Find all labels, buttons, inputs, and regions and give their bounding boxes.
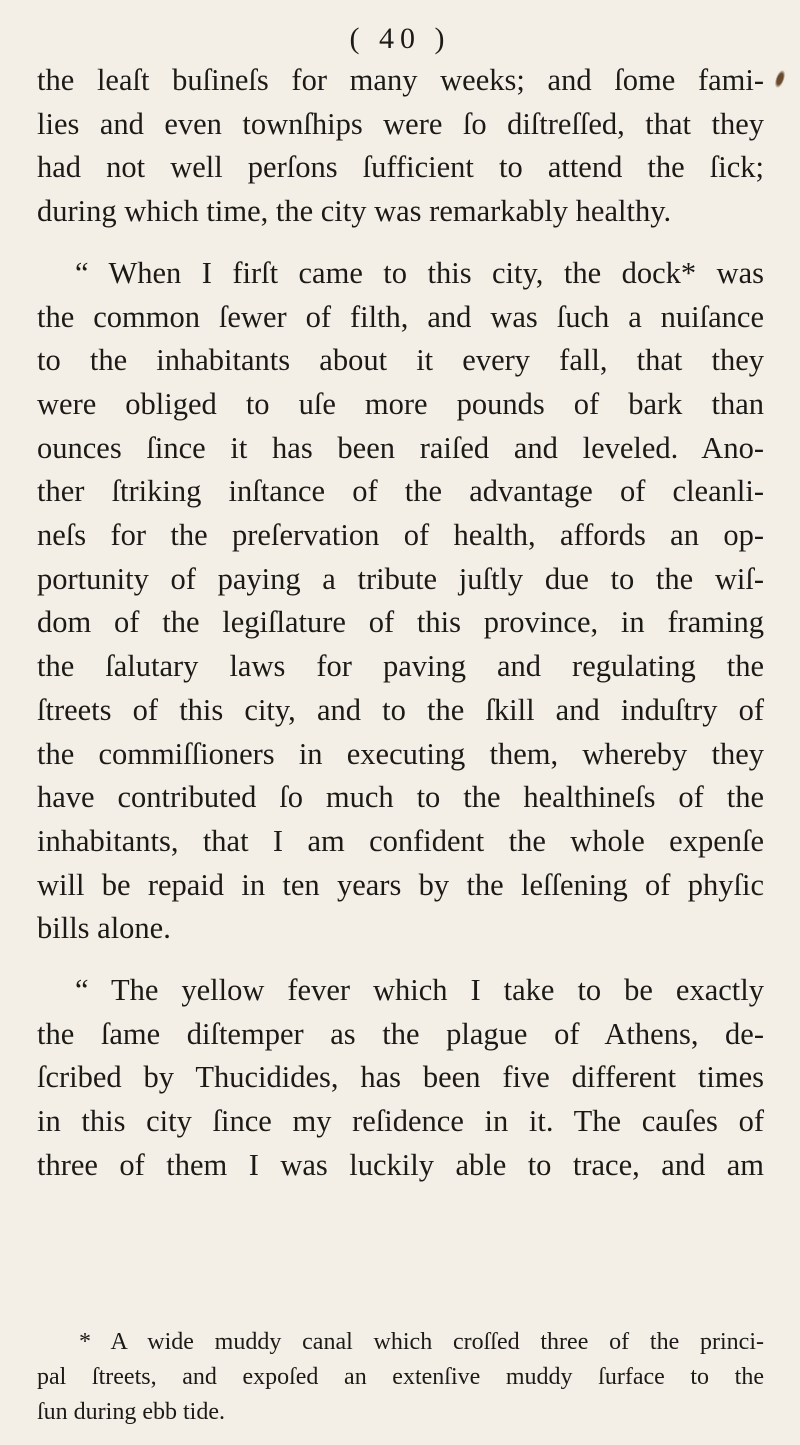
text-line: the ſame diſtemper as the plague of Athens, de-	[37, 1016, 764, 1051]
paragraph	[37, 59, 764, 234]
footnote-line: ſun during ebb tide.	[37, 1399, 225, 1425]
text-line: ſcribed by Thucidides, has been five different times	[37, 1060, 764, 1095]
text-line: had not well perſons ſufficient to attend the ſick;	[37, 150, 764, 185]
text-line: dom of the legiſlature of this province, in framing	[37, 605, 764, 640]
body-text	[37, 59, 764, 1188]
text-line: the common ſewer of filth, and was ſuch a nuiſance	[37, 299, 764, 334]
text-line: the ſalutary laws for paving and regulating the	[37, 649, 764, 684]
text-line: “ The yellow fever which I take to be exactly	[75, 973, 764, 1008]
text-line: lies and even townſhips were ſo diſtreſſed, that they	[37, 106, 764, 141]
text-line: will be repaid in ten years by the leſſening of phyſic	[37, 867, 764, 902]
text-line: the commiſſioners in executing them, whereby they	[37, 736, 764, 771]
ink-speck	[773, 69, 787, 89]
text-line: ther ſtriking inſtance of the advantage of cleanli-	[37, 474, 764, 509]
footnote	[37, 1325, 764, 1430]
footnote-line: pal ſtreets, and expoſed an extenſive muddy ſurface to the	[37, 1364, 764, 1390]
text-line: three of them I was luckily able to trace, and am	[37, 1147, 764, 1182]
text-line: the leaſt buſineſs for many weeks; and ſome fami-	[37, 63, 764, 97]
text-line: neſs for the preſervation of health, affords an op-	[37, 518, 764, 553]
text-line: during which time, the city was remarkably healthy.	[37, 194, 672, 229]
text-line: “ When I firſt came to this city, the dock* was	[75, 255, 764, 290]
text-line: bills alone.	[37, 911, 171, 946]
footnote-line: * A wide muddy canal which croſſed three of the princi-	[79, 1329, 764, 1355]
text-line: to the inhabitants about it every fall, that they	[37, 343, 764, 378]
text-line: portunity of paying a tribute juſtly due to the wiſ-	[37, 561, 764, 596]
text-line: in this city ſince my reſidence in it. The cauſes of	[37, 1104, 764, 1139]
paragraph	[37, 252, 764, 951]
text-line: ounces ſince it has been raiſed and leveled. Ano-	[37, 430, 764, 465]
text-line: ſtreets of this city, and to the ſkill and induſtry of	[37, 692, 764, 727]
text-line: have contributed ſo much to the healthineſs of the	[37, 780, 764, 815]
text-line: were obliged to uſe more pounds of bark than	[37, 386, 764, 421]
paragraph	[37, 969, 764, 1188]
text-line: inhabitants, that I am confident the whole expenſe	[37, 823, 764, 858]
page-number: ( 40 )	[349, 22, 451, 55]
